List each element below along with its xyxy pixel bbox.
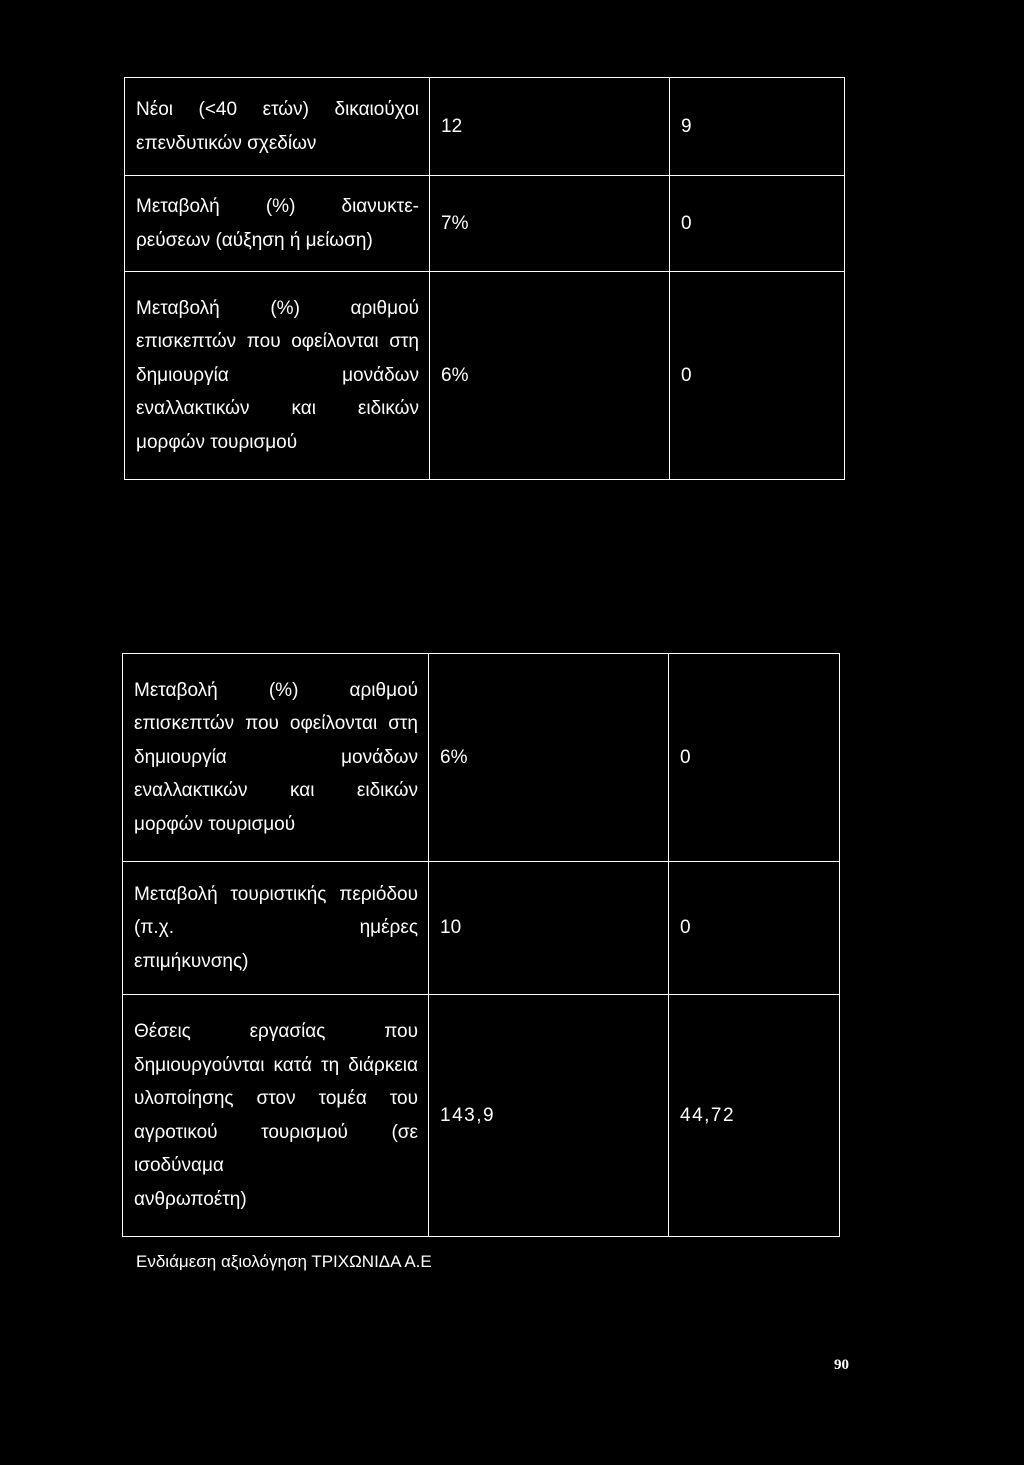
- table-row: [123, 862, 840, 995]
- value-cell: 9: [670, 78, 845, 176]
- value-cell: 143,9: [429, 995, 669, 1237]
- row-label: [123, 995, 429, 1237]
- row-label: [123, 654, 429, 862]
- label-line: διάρκεια υλοποίησης στον: [134, 1054, 418, 1109]
- source-note: Ενδιάμεση αξιολόγηση ΤΡΙΧΩΝΙΔΑ Α.Ε: [136, 1252, 432, 1271]
- value-cell: 0: [670, 176, 845, 272]
- table-row: [125, 176, 845, 272]
- table-row: [125, 78, 845, 176]
- label-line: περιόδου (π.χ. ημέρες: [134, 883, 418, 939]
- label-line: μορφών τουρισμού: [134, 813, 296, 835]
- value-cell: 0: [670, 272, 845, 480]
- value-cell: 0: [669, 862, 840, 995]
- label-line: εναλλακτικών και ειδικών: [134, 780, 418, 802]
- value-cell: 6%: [430, 272, 670, 480]
- label-line: επισκεπτών που οφείλονται: [134, 713, 378, 735]
- label-line: Μεταβολή (%) αριθμού: [136, 297, 419, 319]
- value-cell: 12: [430, 78, 670, 176]
- table-row: [123, 654, 840, 862]
- row-label: [125, 78, 430, 176]
- label-line: ρεύσεων (αύξηση ή μείωση): [136, 229, 373, 251]
- label-line: επενδυτικών σχεδίων: [136, 132, 317, 154]
- label-line: στη δημιουργία μονάδων: [134, 713, 418, 768]
- top-indicator-table: [124, 77, 845, 480]
- label-line: μορφών τουρισμού: [136, 431, 298, 453]
- value-cell: 6%: [429, 654, 669, 862]
- label-line: Μεταβολή (%) αριθμού: [134, 679, 418, 701]
- label-line: ανθρωποέτη): [134, 1188, 247, 1210]
- row-label: [125, 272, 430, 480]
- label-line: Νέοι (<40 ετών) δικαιούχοι: [136, 99, 419, 120]
- label-line: επιμήκυνσης): [134, 950, 249, 972]
- page-number: 90: [834, 1357, 849, 1373]
- table-row: [125, 272, 845, 480]
- label-line: Μεταβολή τουριστικής: [134, 883, 327, 905]
- label-line: Θέσεις εργασίας που: [134, 1021, 418, 1042]
- label-line: τομέα του αγροτικού: [134, 1088, 419, 1143]
- bottom-indicator-table: [122, 653, 840, 1237]
- value-cell: 0: [669, 654, 840, 862]
- label-line: στη δημιουργία μονάδων: [136, 331, 419, 386]
- row-label: [125, 176, 430, 272]
- row-label: [123, 862, 429, 995]
- label-line: δημιουργούνται κατά τη: [134, 1054, 340, 1076]
- label-line: τουρισμού (σε ισοδύναμα: [134, 1121, 418, 1176]
- value-cell: 10: [429, 862, 669, 995]
- label-line: εναλλακτικών και ειδικών: [136, 398, 419, 420]
- table-row: [123, 995, 840, 1237]
- label-line: επισκεπτών που οφείλονται: [136, 331, 379, 353]
- value-cell: 7%: [430, 176, 670, 272]
- value-cell: 44,72: [669, 995, 840, 1237]
- label-line: Μεταβολή (%) διανυκτε-: [136, 196, 419, 217]
